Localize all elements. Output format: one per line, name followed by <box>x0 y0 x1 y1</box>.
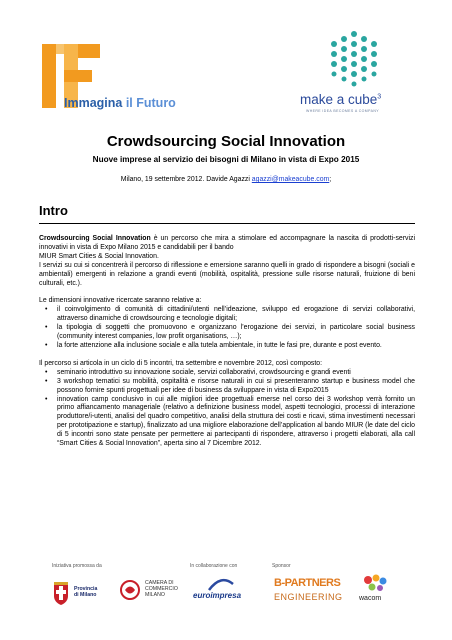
paragraph-4: Il percorso si articola in un ciclo di 5 incontri, tra settembre e novembre 2012, così composto: <box>39 359 323 367</box>
bpartners-engineering-text: ENGINEERING <box>274 592 343 602</box>
document-subtitle: Nuove imprese al servizio dei bisogni di Milano in vista di Expo 2015 <box>92 155 360 164</box>
document-title: Crowdsourcing Social Innovation <box>106 133 346 150</box>
make-a-cube-tagline: WHERE IDEA BECOMES A COMPANY <box>306 109 379 113</box>
list-item: • 3 workshop tematici su mobilità, ospitalità e risorse naturali in cui si presenteranno startup e business model che possono fornire spunti progettuali per idee di business da sviluppare in vista di Expo2015 <box>39 378 415 396</box>
list-item: • la tipologia di soggetti che promuovono e organizzano l’erogazione dei servizi, in particolare social business (community interest companies, low profit organisations, …); <box>39 324 415 342</box>
make-a-cube-wordmark: make a cube$^3$ <box>300 92 382 107</box>
author-email-link[interactable]: agazzi@makeacube.com <box>251 176 330 183</box>
heading-divider <box>39 223 415 224</box>
innovation-dimensions-list <box>39 306 415 351</box>
camera-commercio-logo <box>120 578 190 608</box>
list-item: • il coinvolgimento di comunità di cittadini/utenti nell’ideazione, sviluppo ed erogazione di servizi collaborativi, attraverso dinamiche di crowdsourcing e tecnologie digitali; <box>39 306 415 324</box>
immagina-il-futuro-logo <box>38 40 198 120</box>
bpartners-logo <box>272 574 342 608</box>
bpartners-text: B-PARTNERS <box>274 577 341 589</box>
provincia-text: Provincia di Milano <box>74 586 98 598</box>
list-item: • la forte attenzione alla inclusione sociale e alla tutela ambientale, in tutte le fasi pre, durante e post evento. <box>39 342 415 351</box>
paragraph-2: I servizi su cui si concentrerà il percorso di riflessione e emersione saranno quelli in grado di rispondere a bisogni (sociali e ambientali) emergenti in relazione a grandi eventi (mobilità, ospitalità, pressione sulle risorse naturali, fruizione di beni culturali, etc.). <box>39 261 415 287</box>
camera-commercio-icon <box>120 580 140 600</box>
wacom-dots-icon <box>362 574 388 592</box>
euroimpresa-text: euroimpresa <box>193 591 242 600</box>
paragraph-1: Crowdsourcing Social Innovation è un percorso che mira a stimolare ed accompagnare la nascita di prodotti-servizi innovativi in vista di Expo Milano 2015 e candidabili per il bando <box>39 235 415 251</box>
footer-label-collab: In collaborazione con <box>190 563 238 569</box>
paragraph-3: Le dimensioni innovative ricercate saranno relative a: <box>39 297 202 305</box>
camera-commercio-text: CAMERA DI COMMERCIO MILANO <box>145 580 178 598</box>
footer-logos <box>0 560 452 640</box>
program-list <box>39 369 415 449</box>
body-text <box>39 235 415 449</box>
list-item: • seminario introduttivo su innovazione sociale, servizi collaborativi, crowdsourcing e grandi eventi <box>39 369 415 378</box>
footer-label-sponsor: Sponsor <box>272 563 291 569</box>
list-item: • innovation camp conclusivo in cui alle migliori idee progettuali emerse nel corso dei 3 workshop verrà fornito un primo affiancamento manageriale (relativo a definizione business model, aspetti tecnologici, processi di interazione produttore/i-utenti, analisi del quadro competitivo, analisi della struttura dei costi e ricavi, stima investimenti necessari per prototipazione e startup), finalizzato ad una migliore elaborazione dell’application al bando MIUR (le date del ciclo di 5 incontri sono state pensate per permettere ai partecipanti di rispondere, attraverso i progetti elaborati, alla call “Smart Cities & Social Innovation”, aperta sino al 7 Dicembre 2012. <box>39 396 415 449</box>
paragraph-1-line2: MIUR Smart Cities & Social Innovation. <box>39 252 159 260</box>
provincia-crest-icon <box>52 582 70 606</box>
make-a-cube-logo <box>300 28 420 118</box>
section-heading: Intro <box>39 203 68 218</box>
wacom-logo <box>355 574 395 608</box>
cube-dots-icon <box>314 28 394 88</box>
euroimpresa-swoosh-icon <box>207 578 235 592</box>
provincia-milano-logo <box>52 576 112 616</box>
wacom-text: wacom <box>359 595 382 602</box>
if-logo-text: Immagina il Futuro <box>64 96 176 110</box>
euroimpresa-logo <box>193 578 253 606</box>
footer-label-promoted: Iniziativa promossa da <box>52 563 102 569</box>
date-author-line: Milano, 19 settembre 2012. Davide Agazzi agazzi@makeacube.com; <box>120 176 332 183</box>
